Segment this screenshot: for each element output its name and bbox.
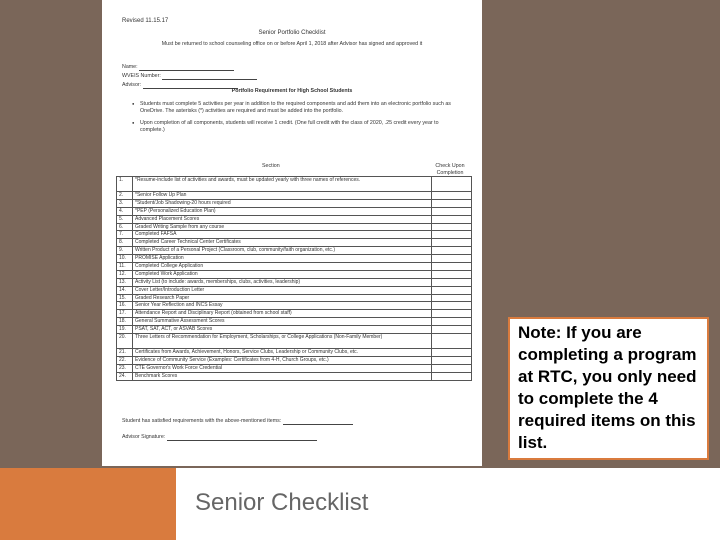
table-row	[117, 270, 472, 278]
table-row	[117, 263, 472, 271]
table-row	[117, 294, 472, 302]
row-text: Cover Letter/Introduction Letter	[133, 286, 432, 294]
requirement-bullet: ● Upon completion of all components, students will receive 1 credit. (One full credit with the class of 2020, .25 credit every year to complete.)	[132, 120, 462, 134]
row-check-cell	[432, 310, 472, 318]
row-number: 3.	[117, 199, 133, 207]
advisor-signature-label: Advisor Signature:	[122, 434, 166, 440]
row-check-cell	[432, 364, 472, 372]
row-text: Completed College Application	[133, 263, 432, 271]
document-title: Senior Portfolio Checklist	[258, 30, 326, 36]
row-number: 20.	[117, 334, 133, 349]
slide-caption: Senior Checklist	[195, 489, 369, 516]
row-text: *Student/Job Shadowing-20 hours required	[133, 199, 432, 207]
row-check-cell	[432, 247, 472, 255]
row-number: 12.	[117, 270, 133, 278]
table-row	[117, 302, 472, 310]
table-row	[117, 192, 472, 200]
row-check-cell	[432, 207, 472, 215]
table-row	[117, 255, 472, 263]
table-row	[117, 326, 472, 334]
row-check-cell	[432, 302, 472, 310]
row-number: 6.	[117, 223, 133, 231]
footer-accent-bar	[0, 468, 176, 540]
table-row	[117, 247, 472, 255]
row-check-cell	[432, 294, 472, 302]
row-text: Benchmark Scores	[133, 372, 432, 380]
row-check-cell	[432, 192, 472, 200]
row-text: PROMISE Application	[133, 255, 432, 263]
row-number: 16.	[117, 302, 133, 310]
advisor-label: Advisor:	[122, 82, 142, 88]
note-callout	[508, 317, 709, 460]
name-field	[122, 64, 234, 71]
row-number: 15.	[117, 294, 133, 302]
row-text: PSAT, SAT, ACT, or ASVAB Scores	[133, 326, 432, 334]
row-text: Written Product of a Personal Project (Classroom, club, community/faith organization, etc.)	[133, 247, 432, 255]
row-check-cell	[432, 231, 472, 239]
name-label: Name:	[122, 64, 138, 70]
document-date: Revised 11.15.17	[122, 18, 169, 24]
table-row	[117, 318, 472, 326]
row-text: Certificates from Awards, Achievement, Honors, Service Clubs, Leadership or Community Clubs, etc.	[133, 349, 432, 357]
row-check-cell	[432, 318, 472, 326]
table-row	[117, 286, 472, 294]
document-subtitle: Must be returned to school counseling office on or before April 1, 2018 after Advisor has signed and approved it	[161, 41, 423, 47]
requirements-list	[132, 101, 462, 139]
row-check-cell	[432, 199, 472, 207]
wveis-label: WVEIS Number:	[122, 73, 161, 79]
row-number: 7.	[117, 231, 133, 239]
row-number: 24.	[117, 372, 133, 380]
row-text: Completed FAFSA	[133, 231, 432, 239]
row-check-cell	[432, 177, 472, 192]
row-text: Graded Research Paper	[133, 294, 432, 302]
row-number: 8.	[117, 239, 133, 247]
row-check-cell	[432, 239, 472, 247]
checklist-document-image	[102, 0, 482, 466]
row-text: Senior Year Reflection and INCS Essay	[133, 302, 432, 310]
row-check-cell	[432, 270, 472, 278]
row-number: 2.	[117, 192, 133, 200]
row-check-cell	[432, 286, 472, 294]
row-text: Evidence of Community Service (Examples: Certificates from 4-H, Church Groups, etc.)	[133, 356, 432, 364]
table-row	[117, 372, 472, 380]
table-row	[117, 231, 472, 239]
row-text: Completed Work Application	[133, 270, 432, 278]
row-number: 19.	[117, 326, 133, 334]
table-row	[117, 310, 472, 318]
row-check-cell	[432, 356, 472, 364]
table-row	[117, 177, 472, 192]
row-check-cell	[432, 215, 472, 223]
requirement-bullet: ● Students must complete 5 activities per year in addition to the required components and add them into an electronic portfolio such as OneDrive. The asterisks (*) activities are required and must be added into the portfolio.	[132, 101, 462, 115]
advisor-signature-line	[122, 434, 317, 441]
table-row	[117, 223, 472, 231]
requirements-signature-line	[122, 418, 353, 425]
row-number: 22.	[117, 356, 133, 364]
row-text: Attendance Report and Disciplinary Report (obtained from school staff)	[133, 310, 432, 318]
row-number: 4.	[117, 207, 133, 215]
row-text: CTE Governor's Work Force Credential	[133, 364, 432, 372]
note-text: Note: If you are completing a program at RTC, you only need to complete the 4 required items on this list.	[518, 323, 697, 452]
row-number: 11.	[117, 263, 133, 271]
row-number: 14.	[117, 286, 133, 294]
row-text: *Senior Follow Up Plan	[133, 192, 432, 200]
row-number: 5.	[117, 215, 133, 223]
row-text: Advanced Placement Scores	[133, 215, 432, 223]
row-number: 21.	[117, 349, 133, 357]
table-row	[117, 278, 472, 286]
row-check-cell	[432, 326, 472, 334]
table-header-check: Check Upon Completion	[435, 163, 465, 176]
requirements-heading: Portfolio Requirement for High School Students	[231, 88, 353, 94]
row-number: 10.	[117, 255, 133, 263]
table-row	[117, 207, 472, 215]
row-text: *PEP (Personalized Education Plan)	[133, 207, 432, 215]
row-number: 18.	[117, 318, 133, 326]
table-row	[117, 239, 472, 247]
row-number: 23.	[117, 364, 133, 372]
row-text: Graded Writing Sample from any course	[133, 223, 432, 231]
row-check-cell	[432, 349, 472, 357]
table-row	[117, 215, 472, 223]
row-number: 17.	[117, 310, 133, 318]
table-row	[117, 356, 472, 364]
row-text: Completed Career Technical Center Certificates	[133, 239, 432, 247]
row-number: 9.	[117, 247, 133, 255]
table-row	[117, 334, 472, 349]
row-text: General Summative Assessment Scores	[133, 318, 432, 326]
table-row	[117, 349, 472, 357]
row-text: Three Letters of Recommendation for Employment, Scholarships, or College Applications (Non-Family Member)	[133, 334, 432, 349]
checklist-table	[116, 176, 472, 381]
table-row	[117, 199, 472, 207]
requirements-signature-label: Student has satisfied requirements with the above-mentioned items:	[122, 418, 282, 424]
row-number: 13.	[117, 278, 133, 286]
row-check-cell	[432, 263, 472, 271]
table-header-section: Section	[262, 163, 280, 169]
row-text: Activity List (to include: awards, memberships, clubs, activities, leadership)	[133, 278, 432, 286]
table-row	[117, 364, 472, 372]
row-check-cell	[432, 334, 472, 349]
row-check-cell	[432, 255, 472, 263]
row-check-cell	[432, 278, 472, 286]
row-text: *Resume-include list of activities and awards, must be updated yearly with three names of references.	[133, 177, 432, 192]
row-check-cell	[432, 372, 472, 380]
wveis-field	[122, 73, 257, 80]
row-check-cell	[432, 223, 472, 231]
row-number: 1.	[117, 177, 133, 192]
